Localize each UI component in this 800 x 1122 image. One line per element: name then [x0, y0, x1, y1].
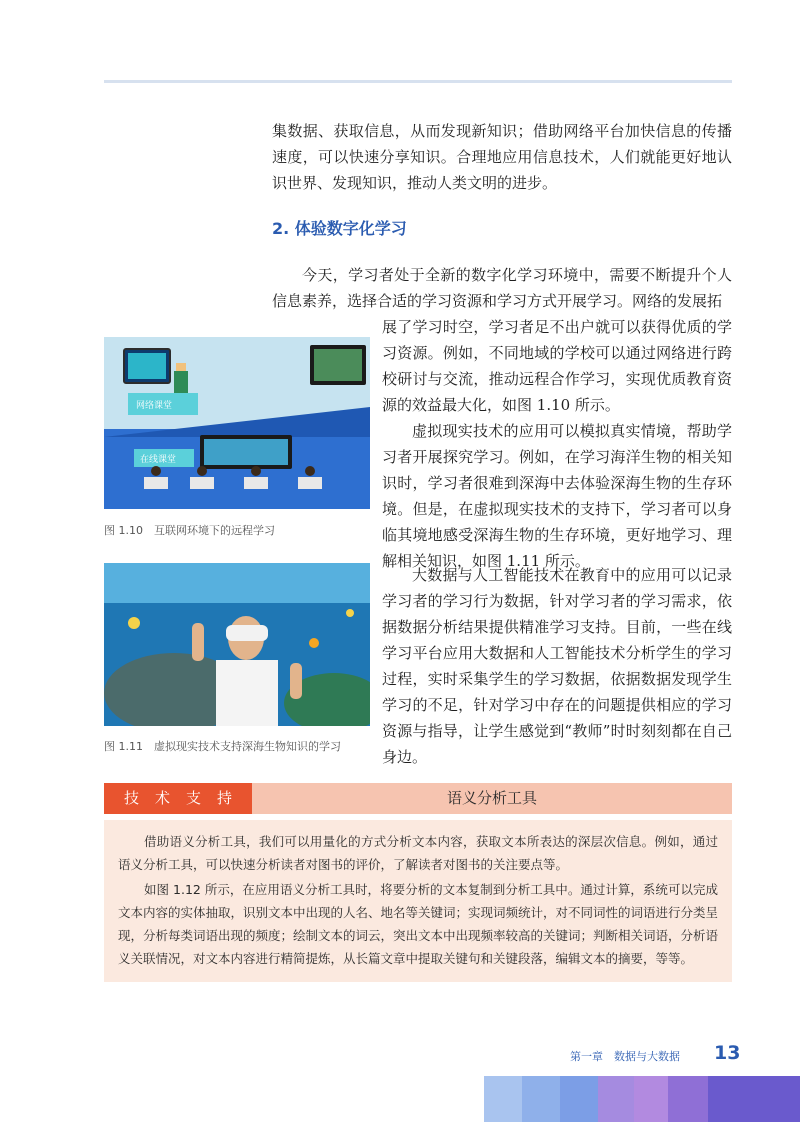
page-number: 13 — [714, 1042, 741, 1064]
footer-decoration — [484, 1076, 800, 1122]
vr-ocean-illustration — [104, 563, 370, 726]
paragraph-remote-learning: 展了学习时空，学习者足不出户就可以获得优质的学习资源。例如，不同地域的学校可以通过网络进行跨校研讨与交流，推动远程合作学习，实现优质教育资源的效益最大化，如图 1.10 所示。 — [382, 318, 732, 414]
paragraph-digital-learning: 今天，学习者处于全新的数字化学习环境中，需要不断提升个人信息素养，选择合适的学习资源和学习方式开展学习。网络的发展拓 — [272, 266, 732, 310]
footer-chapter-label: 第一章 数据与大数据 — [570, 1050, 680, 1063]
figure-caption-vr-learning: 图 1.11 虚拟现实技术支持深海生物知识的学习 — [104, 740, 341, 753]
remote-classroom-illustration — [104, 337, 370, 509]
top-rule — [104, 80, 732, 83]
tech-support-title: 语义分析工具 — [446, 789, 537, 807]
tech-support-paragraph-2: 如图 1.12 所示，在应用语义分析工具时，将要分析的文本复制到分析工具中。通过计算，系统可以完成文本内容的实体抽取，识别文本中出现的人名、地名等关键词；实现词频统计，对不同词性的词语进行分类呈现，分析每类词语出现的频度；绘制文本的词云，突出文本中出现频率较高的关键词；判断相关词语，分析语义关联情况，对文本内容进行精简提炼，从长篇文章中提取关键句和关键段落，编辑文本的摘要，等等。 — [118, 882, 719, 966]
tech-support-paragraph-1: 借助语义分析工具，我们可以用量化的方式分析文本内容，获取文本所表达的深层次信息。例如，通过语义分析工具，可以快速分析读者对图书的评价，了解读者对图书的关注要点等。 — [118, 834, 718, 872]
figure-vr-learning-image — [104, 563, 370, 726]
figure-caption-remote-learning: 图 1.10 互联网环境下的远程学习 — [104, 524, 275, 537]
screen-label-bottom: 在线课堂 — [140, 455, 177, 465]
figure-remote-learning-image — [104, 337, 370, 509]
paragraph-virtual-reality: 虚拟现实技术的应用可以模拟真实情境，帮助学习者开展探究学习。例如，在学习海洋生物的相关知识时，学习者很难到深海中去体验深海生物的生存环境。但是，在虚拟现实技术的支持下，学习者可以身临其境地感受深海生物的生存环境，更好地学习、理解相关知识，如图 1.11 所示。 — [382, 422, 732, 570]
tech-support-header — [104, 783, 732, 814]
tech-support-tab: 技术支持 — [104, 783, 252, 814]
section-title: 2. 体验数字化学习 — [272, 219, 407, 238]
paragraph-intro: 集数据、获取信息，从而发现新知识；借助网络平台加快信息的传播速度，可以快速分享知识。合理地应用信息技术，人们就能更好地认识世界、发现知识，推动人类文明的进步。 — [272, 122, 732, 192]
screen-label-top: 网络课堂 — [136, 401, 173, 411]
paragraph-big-data-ai: 大数据与人工智能技术在教育中的应用可以记录学习者的学习行为数据，针对学习者的学习需求，依据数据分析结果提供精准学习支持。目前，一些在线学习平台应用大数据和人工智能技术分析学生的学习过程，实时采集学生的学习数据，依据数据发现学生学习的不足，针对学习中存在的问题提供相应的学习资源与指导，让学生感觉到“教师”时时刻刻都在自己身边。 — [382, 566, 732, 766]
